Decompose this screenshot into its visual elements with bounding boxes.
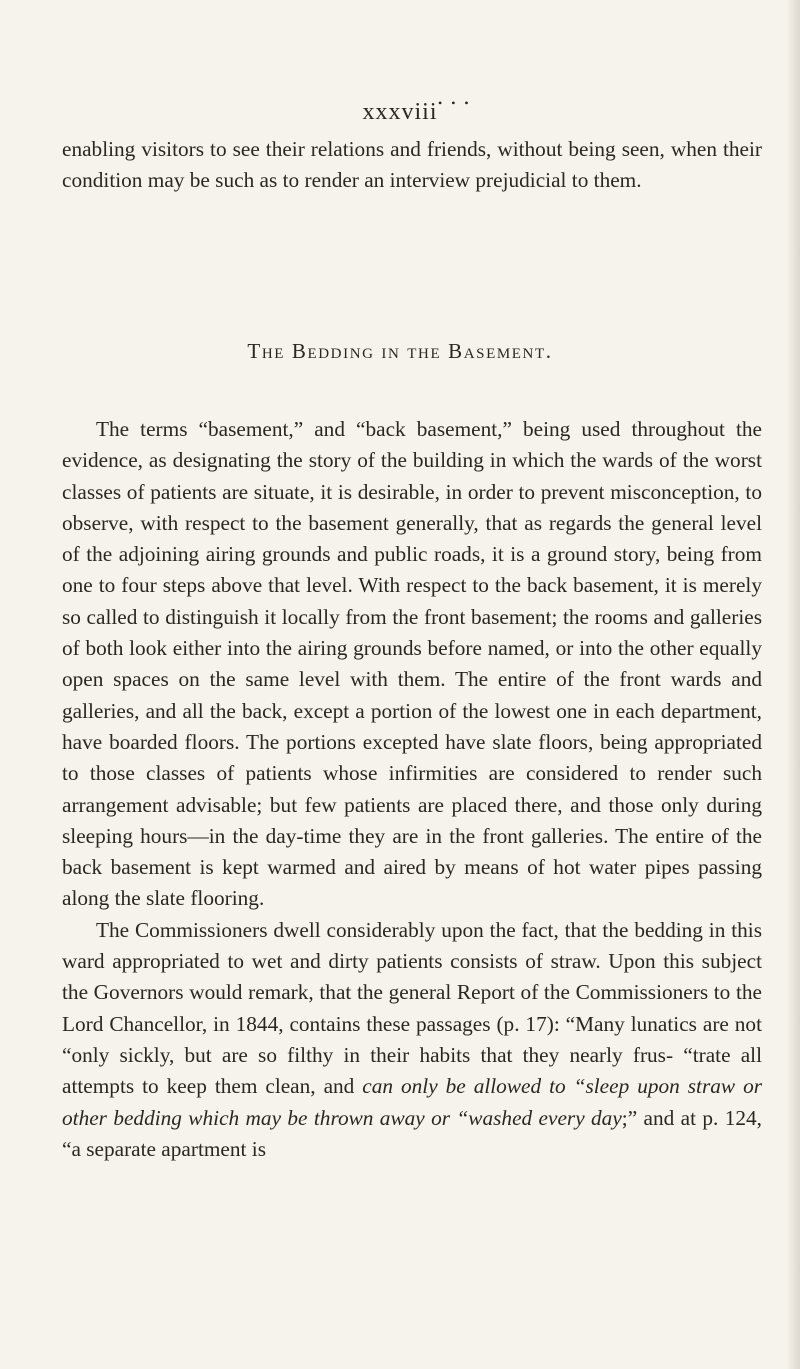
body-text — [62, 414, 762, 1165]
lead-paragraph — [62, 134, 762, 197]
page-edge-shadow — [786, 0, 800, 1369]
paragraph-basement-description: The terms “basement,” and “back basement,” being used throughout the evidence, as designating the story of the building in which the wards of the worst classes of patients are situate, it is desirable, in order to prevent misconception, to observe, with respect to the basement generally, that as regards the general level of the adjoining airing grounds and public roads, it is a ground story, being from one to four steps above that level. With respect to the back basement, it is merely so called to distinguish it locally from the front basement; the rooms and galleries of both look either into the airing grounds before named, or into the other equally open spaces on the same level with them. The entire of the front wards and galleries, and all the back, except a portion of the lowest one in each department, have boarded floors. The portions excepted have slate floors, being appropriated to those classes of patients whose infirmities are considered to render such arrangement advisable; but few patients are placed there, and those only during sleeping hours—in the day-time they are in the front galleries. The entire of the back basement is kept warmed and aired by means of hot water pipes passing along the slate flooring. — [62, 417, 762, 911]
paragraph-2-italic-quote: can only be allowed to “sleep upon straw or other bedding which may be thrown away or “washed every day — [62, 1074, 763, 1130]
section-heading: The Bedding in the Basement. — [247, 339, 553, 363]
paragraph-straw-bedding — [62, 915, 762, 1165]
lead-paragraph-text: enabling visitors to see their relations and friends, without being seen, when their condition may be such as to render an interview prejudicial to them. — [62, 137, 762, 193]
page-number: xxxviii — [362, 99, 438, 125]
folio-ornament: • • • — [438, 96, 472, 110]
paragraph-2-text-before: The Commissioners dwell considerably upon the fact, that the bedding in this ward appropriated to wet and dirty patients consists of straw. Upon this subject the Governors would remark, that the general Report of the Commissioners to the Lord Chancellor, in 1844, contains these passages (p. 17): “Many lunatics are not “only sickly, but are so filthy in their habits that they nearly frus- “trate all attempts to keep them clean, and — [62, 917, 762, 1099]
paragraph-2-text-after: ;” and at p. 124, “a separate apartment is — [62, 1105, 762, 1161]
